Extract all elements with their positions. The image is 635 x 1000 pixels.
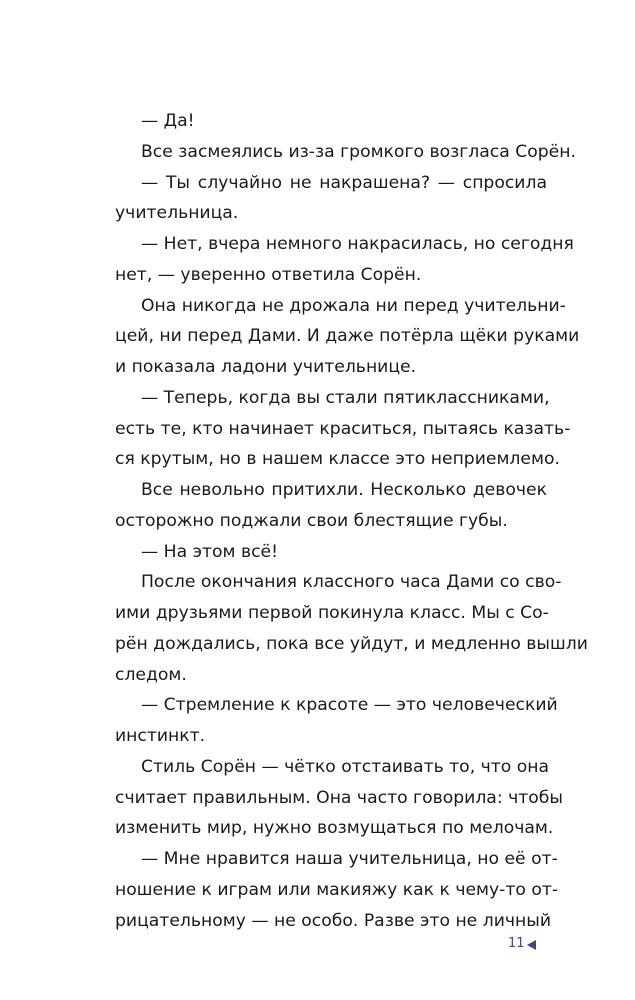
text-line: рён дождались, пока все уйдут, и медленно вышли <box>115 633 588 654</box>
text-line: Стиль Сорён — чётко отстаивать то, что она <box>141 756 550 777</box>
text-line: ношение к играм или макияжу как к чему-то от- <box>115 879 559 900</box>
text-line: Она никогда не дрожала ни перед учительни- <box>141 295 566 316</box>
text-line: — На этом всё! <box>141 541 279 562</box>
text-line: — Мне нравится наша учительница, но её от- <box>141 849 558 869</box>
text-line: — Да! <box>141 111 195 131</box>
text-line: — Теперь, когда вы стали пятиклассниками, <box>141 387 550 408</box>
text-line: есть те, кто начинает краситься, пытаясь казать- <box>115 418 571 439</box>
text-line: рицательному — не особо. Разве это не личный <box>115 910 552 931</box>
text-line: изменить мир, нужно возмущаться по мелочам. <box>115 818 554 839</box>
text-line: После окончания классного часа Дами со сво- <box>141 572 562 593</box>
text-line: Все невольно притихли. Несколько девочек <box>141 480 547 500</box>
text-line: ся крутым, но в нашем классе это неприемлемо. <box>115 449 560 470</box>
page-footer <box>508 936 536 952</box>
text-line: нет, — уверенно ответила Сорён. <box>115 264 422 285</box>
text-line: цей, ни перед Дами. И даже потёрла щёки руками <box>115 326 580 347</box>
text-line: инстинкт. <box>115 726 206 746</box>
page-number: 11 <box>508 936 525 951</box>
text-line: — Ты случайно не накрашена? — спросила <box>141 172 547 193</box>
text-line: учительница. <box>115 203 239 224</box>
triangle-left-icon <box>527 940 536 950</box>
text-line: — Нет, вчера немного накрасилась, но сегодня <box>141 234 574 254</box>
text-line: — Стремление к красоте — это человеческий <box>141 695 558 716</box>
text-line: и показала ладони учительнице. <box>115 357 417 377</box>
text-line: Все засмеялись из-за громкого возгласа Сорён. <box>141 141 576 162</box>
text-line: считает правильным. Она часто говорила: чтобы <box>115 787 563 808</box>
text-line: осторожно поджали свои блестящие губы. <box>115 510 508 531</box>
text-line: ими друзьями первой покинула класс. Мы с Со- <box>115 603 549 623</box>
body-text <box>115 106 588 936</box>
text-line: следом. <box>115 664 187 685</box>
